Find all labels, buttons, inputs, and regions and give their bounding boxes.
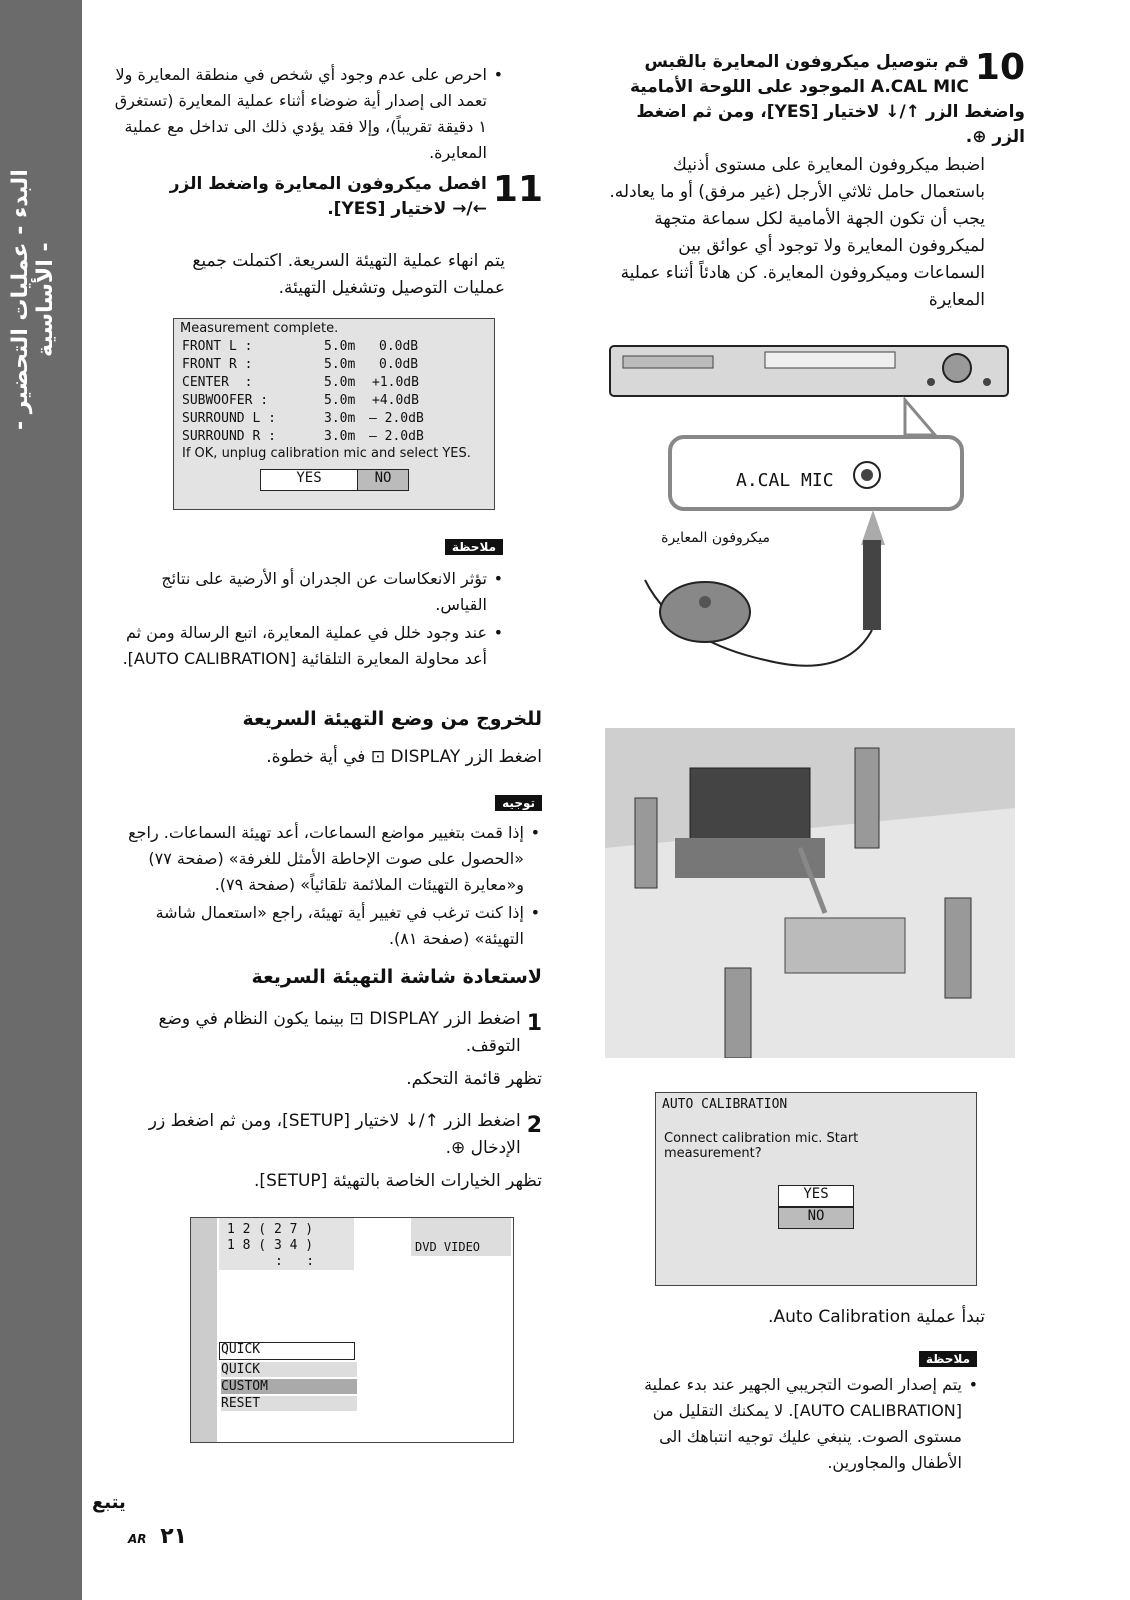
row-subwoofer-label: SUBWOOFER : [182,393,269,408]
row-front-r-level: 0.0dB [379,357,419,372]
row-front-l-dist: 5.0m [324,339,356,354]
row-surround-l-dist: 3.0m [324,411,356,426]
mic-caption: ميكروفون المعايرة [661,530,770,546]
row-center-label: CENTER : [182,375,253,390]
right-note-bullet: • يتم إصدار الصوت التجريبي الجهير عند بدء عملية [AUTO CALIBRATION]. لا يمكنك التقليل من مستوى الصوت. ينبغي عليك توجيه انتباهك الى الأطفال والمجاورين. [620,1372,980,1476]
auto-calibration-screen [655,1092,977,1286]
menu-time: : : [275,1254,315,1269]
left-note-tag: ملاحظة [445,539,503,555]
recall-step-1-number: 1 [526,1011,542,1036]
step-11-title: افصل ميكروفون المعايرة واضغط الزر ←/→ لاختيار [YES]. [169,174,487,219]
step-11 [150,169,543,222]
recall-step-2-number: 2 [526,1113,542,1138]
row-center-dist: 5.0m [324,375,356,390]
menu-title-number: 1 2 ( 2 7 ) [227,1222,314,1237]
recall-step-2-sub: تظهر الخيارات الخاصة بالتهيئة [SETUP]. [254,1171,542,1191]
acal-mic-label: A.CAL MIC [736,470,834,491]
top-bullet: • احرص على عدم وجود أي شخص في منطقة المعايرة ولا تعمد الى إصدار أية ضوضاء أثناء عملية المعايرة (تستغرق ١ دقيقة تقريباً)، وإلا فقد يؤدي ذلك الى تداخل مع عملية المعايرة. [110,62,505,166]
measurement-header: Measurement complete. [180,321,339,336]
right-note-tag-wrap [655,1348,977,1367]
page-prefix: AR [128,1532,147,1546]
row-front-r-dist: 5.0m [324,357,356,372]
exit-heading: للخروج من وضع التهيئة السريعة [242,708,542,730]
auto-cal-title: AUTO CALIBRATION [662,1097,788,1112]
continue-label: يتبع [92,1492,126,1513]
step-10-body: اضبط ميكروفون المعايرة على مستوى أذنيك باستعمال حامل ثلاثي الأرجل (غير مرفق) أو ما يعادله. يجب أن تكون الجهة الأمامية لكل سماعة متجهة لميكروفون المعايرة ولا توجود أي عوائق بين السماعات وميكروفون المعايرة. كن هادئاً أثناء عملية المعايرة [609,155,985,310]
row-subwoofer-level: +4.0dB [372,393,419,408]
device-mic-illustration [605,340,1015,700]
row-front-l-label: FRONT L : [182,339,253,354]
tip-bullet-1: • إذا قمت بتغيير مواضع السماعات، أعد تهيئة السماعات. راجع «الحصول على صوت الإحاطة الأمثل للغرفة» (صفحة ٧٧) و«معايرة التهيئات الملائمة تلقائياً» (صفحة ٧٩). [110,820,542,898]
row-subwoofer-dist: 5.0m [324,393,356,408]
tip-tag-wrap [110,792,542,811]
row-surround-r-label: SURROUND R : [182,429,276,444]
note-bullet-2: • عند وجود خلل في عملية المعايرة، اتبع الرسالة ومن ثم أعد محاولة المعايرة التلقائية [AUTO CALIBRATION]. [110,620,505,672]
yes-button[interactable]: YES [260,469,358,491]
recall-step-2 [110,1108,542,1195]
auto-cal-starts: تبدأ عملية Auto Calibration. [768,1307,985,1327]
recall-heading: لاستعادة شاشة التهيئة السريعة [251,966,542,988]
right-note [620,1372,980,1478]
setup-menu-screen [190,1217,514,1443]
page-number [128,1524,187,1549]
tip-tag: توجيه [495,795,542,811]
step-11-number: 11 [492,169,543,210]
menu-chapter-number: 1 8 ( 3 4 ) [227,1238,314,1253]
menu-option-quick[interactable]: QUICK [221,1362,357,1377]
step-11-body: يتم انهاء عملية التهيئة السريعة. اكتملت جميع عمليات التوصيل وتشغيل التهيئة. [192,251,505,298]
row-front-l-level: 0.0dB [379,339,419,354]
row-center-level: +1.0dB [372,375,419,390]
row-surround-r-level: – 2.0dB [369,429,424,444]
disc-type: DVD VIDEO [415,1240,481,1254]
recall-step-1 [110,1006,542,1093]
left-note-tag-wrap [110,536,503,555]
step-10-title: قم بتوصيل ميكروفون المعايرة بالقبس A.CAL MIC الموجود على اللوحة الأمامية واضغط الزر ↑/↓ لاختيار [YES]، ومن ثم اضغط الزر ⊕. [629,52,1025,147]
measurement-screen [173,318,495,510]
step-10 [605,47,1025,150]
tip-block [110,820,542,954]
menu-option-custom[interactable]: CUSTOM [221,1379,357,1394]
room-speaker-illustration [605,728,1015,1058]
tip-bullet-2: • إذا كنت ترغب في تغيير أية تهيئة، راجع «استعمال شاشة التهيئة» (صفحة ٨١). [110,900,542,952]
recall-step-1-text: اضغط الزر DISPLAY ⊡ بينما يكون النظام في وضع التوقف. [158,1009,521,1056]
section-title: - البدء - عمليات التحضير الأساسية - [8,169,58,431]
step-10-number: 10 [974,47,1025,88]
left-note [110,566,505,674]
row-front-r-label: FRONT R : [182,357,253,372]
row-surround-l-level: – 2.0dB [369,411,424,426]
yes-button[interactable]: YES [778,1185,854,1207]
row-surround-l-label: SURROUND L : [182,411,276,426]
measurement-footer: If OK, unplug calibration mic and select YES. [182,446,471,461]
page-number-value: ٢١ [160,1524,188,1549]
recall-step-1-sub: تظهر قائمة التحكم. [406,1069,542,1089]
side-tab [0,0,82,1600]
recall-step-2-text: اضغط الزر ↑/↓ لاختيار [SETUP]، ومن ثم اضغط زر الإدخال ⊕. [148,1111,521,1158]
no-button[interactable]: NO [357,469,409,491]
menu-option-reset[interactable]: RESET [221,1396,357,1411]
note-bullet-1: • تؤثر الانعكاسات عن الجدران أو الأرضية على نتائج القياس. [110,566,505,618]
top-bullet-block [110,62,505,168]
exit-body: اضغط الزر DISPLAY ⊡ في أية خطوة. [266,747,542,767]
no-button[interactable]: NO [778,1207,854,1229]
right-note-tag: ملاحظة [919,1351,977,1367]
row-surround-r-dist: 3.0m [324,429,356,444]
auto-cal-message: Connect calibration mic. Start measurement? [664,1131,859,1161]
menu-icon-strip [191,1218,217,1442]
menu-selected-value: QUICK [221,1342,261,1357]
